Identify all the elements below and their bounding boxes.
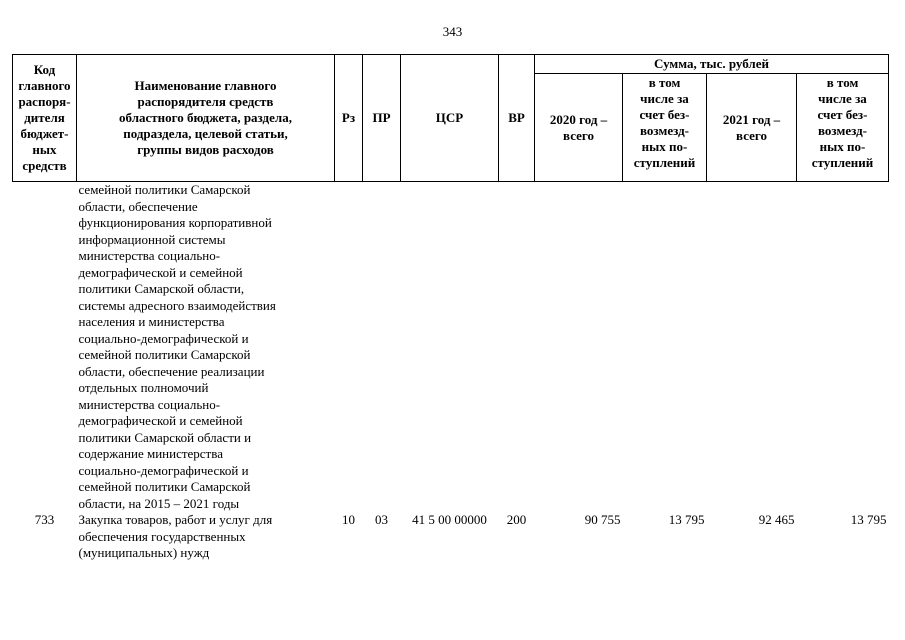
- header-rz: Рз: [335, 55, 363, 182]
- header-2021-total: 2021 год – всего: [707, 74, 797, 182]
- cell-csr: 41 5 00 00000: [412, 512, 487, 527]
- cell-rz: 10: [342, 512, 355, 527]
- cell-pr: 03: [375, 512, 388, 527]
- budget-table: [12, 54, 889, 562]
- header-2020-total: 2020 год – всего: [535, 74, 623, 182]
- header-pr: ПР: [363, 55, 401, 182]
- header-name: Наименование главного распорядителя средств областного бюджета, раздела, подраздела, целевой статьи, группы видов расходов: [77, 55, 335, 182]
- cell-empty: [13, 182, 77, 513]
- header-vr: ВР: [499, 55, 535, 182]
- cell-2020-total: 90 755: [584, 512, 621, 527]
- table-header: [13, 55, 889, 182]
- header-sum-group: Сумма, тыс. рублей: [535, 55, 889, 74]
- cell-name: Закупка товаров, работ и услуг для обеспечения государственных (муниципальных) нужд: [78, 512, 273, 560]
- cell-vr: 200: [506, 512, 527, 527]
- continuation-text: семейной политики Самарской области, обеспечение функционирования корпоративной информационной системы министерства социально- демографической и семейной политики Самарской области, системы адресного взаимодействия населения и министерства социально-демографической и семейной политики Самарской области, обеспечение реализации отдельных полномочий министерства социально- демографической и семейной политики Самарской области и содержание министерства социально-демографической и семейной политики Самарской области, на 2015 – 2021 годы: [78, 182, 276, 511]
- cell-2020-gratuitous: 13 795: [668, 512, 705, 527]
- header-code: Код главного распоря- дителя бюджет- ных средств: [13, 55, 77, 182]
- header-2020-gratuitous: в том числе за счет без- возмезд- ных по- ступлений: [623, 74, 707, 182]
- cell-2021-total: 92 465: [758, 512, 795, 527]
- table-row-continuation: [13, 182, 889, 513]
- page-number: 343: [442, 24, 463, 39]
- header-csr: ЦСР: [401, 55, 499, 182]
- cell-2021-gratuitous: 13 795: [850, 512, 887, 527]
- header-2021-gratuitous: в том числе за счет без- возмезд- ных по- ступлений: [797, 74, 889, 182]
- table-row: [13, 512, 889, 562]
- cell-code: 733: [34, 512, 55, 527]
